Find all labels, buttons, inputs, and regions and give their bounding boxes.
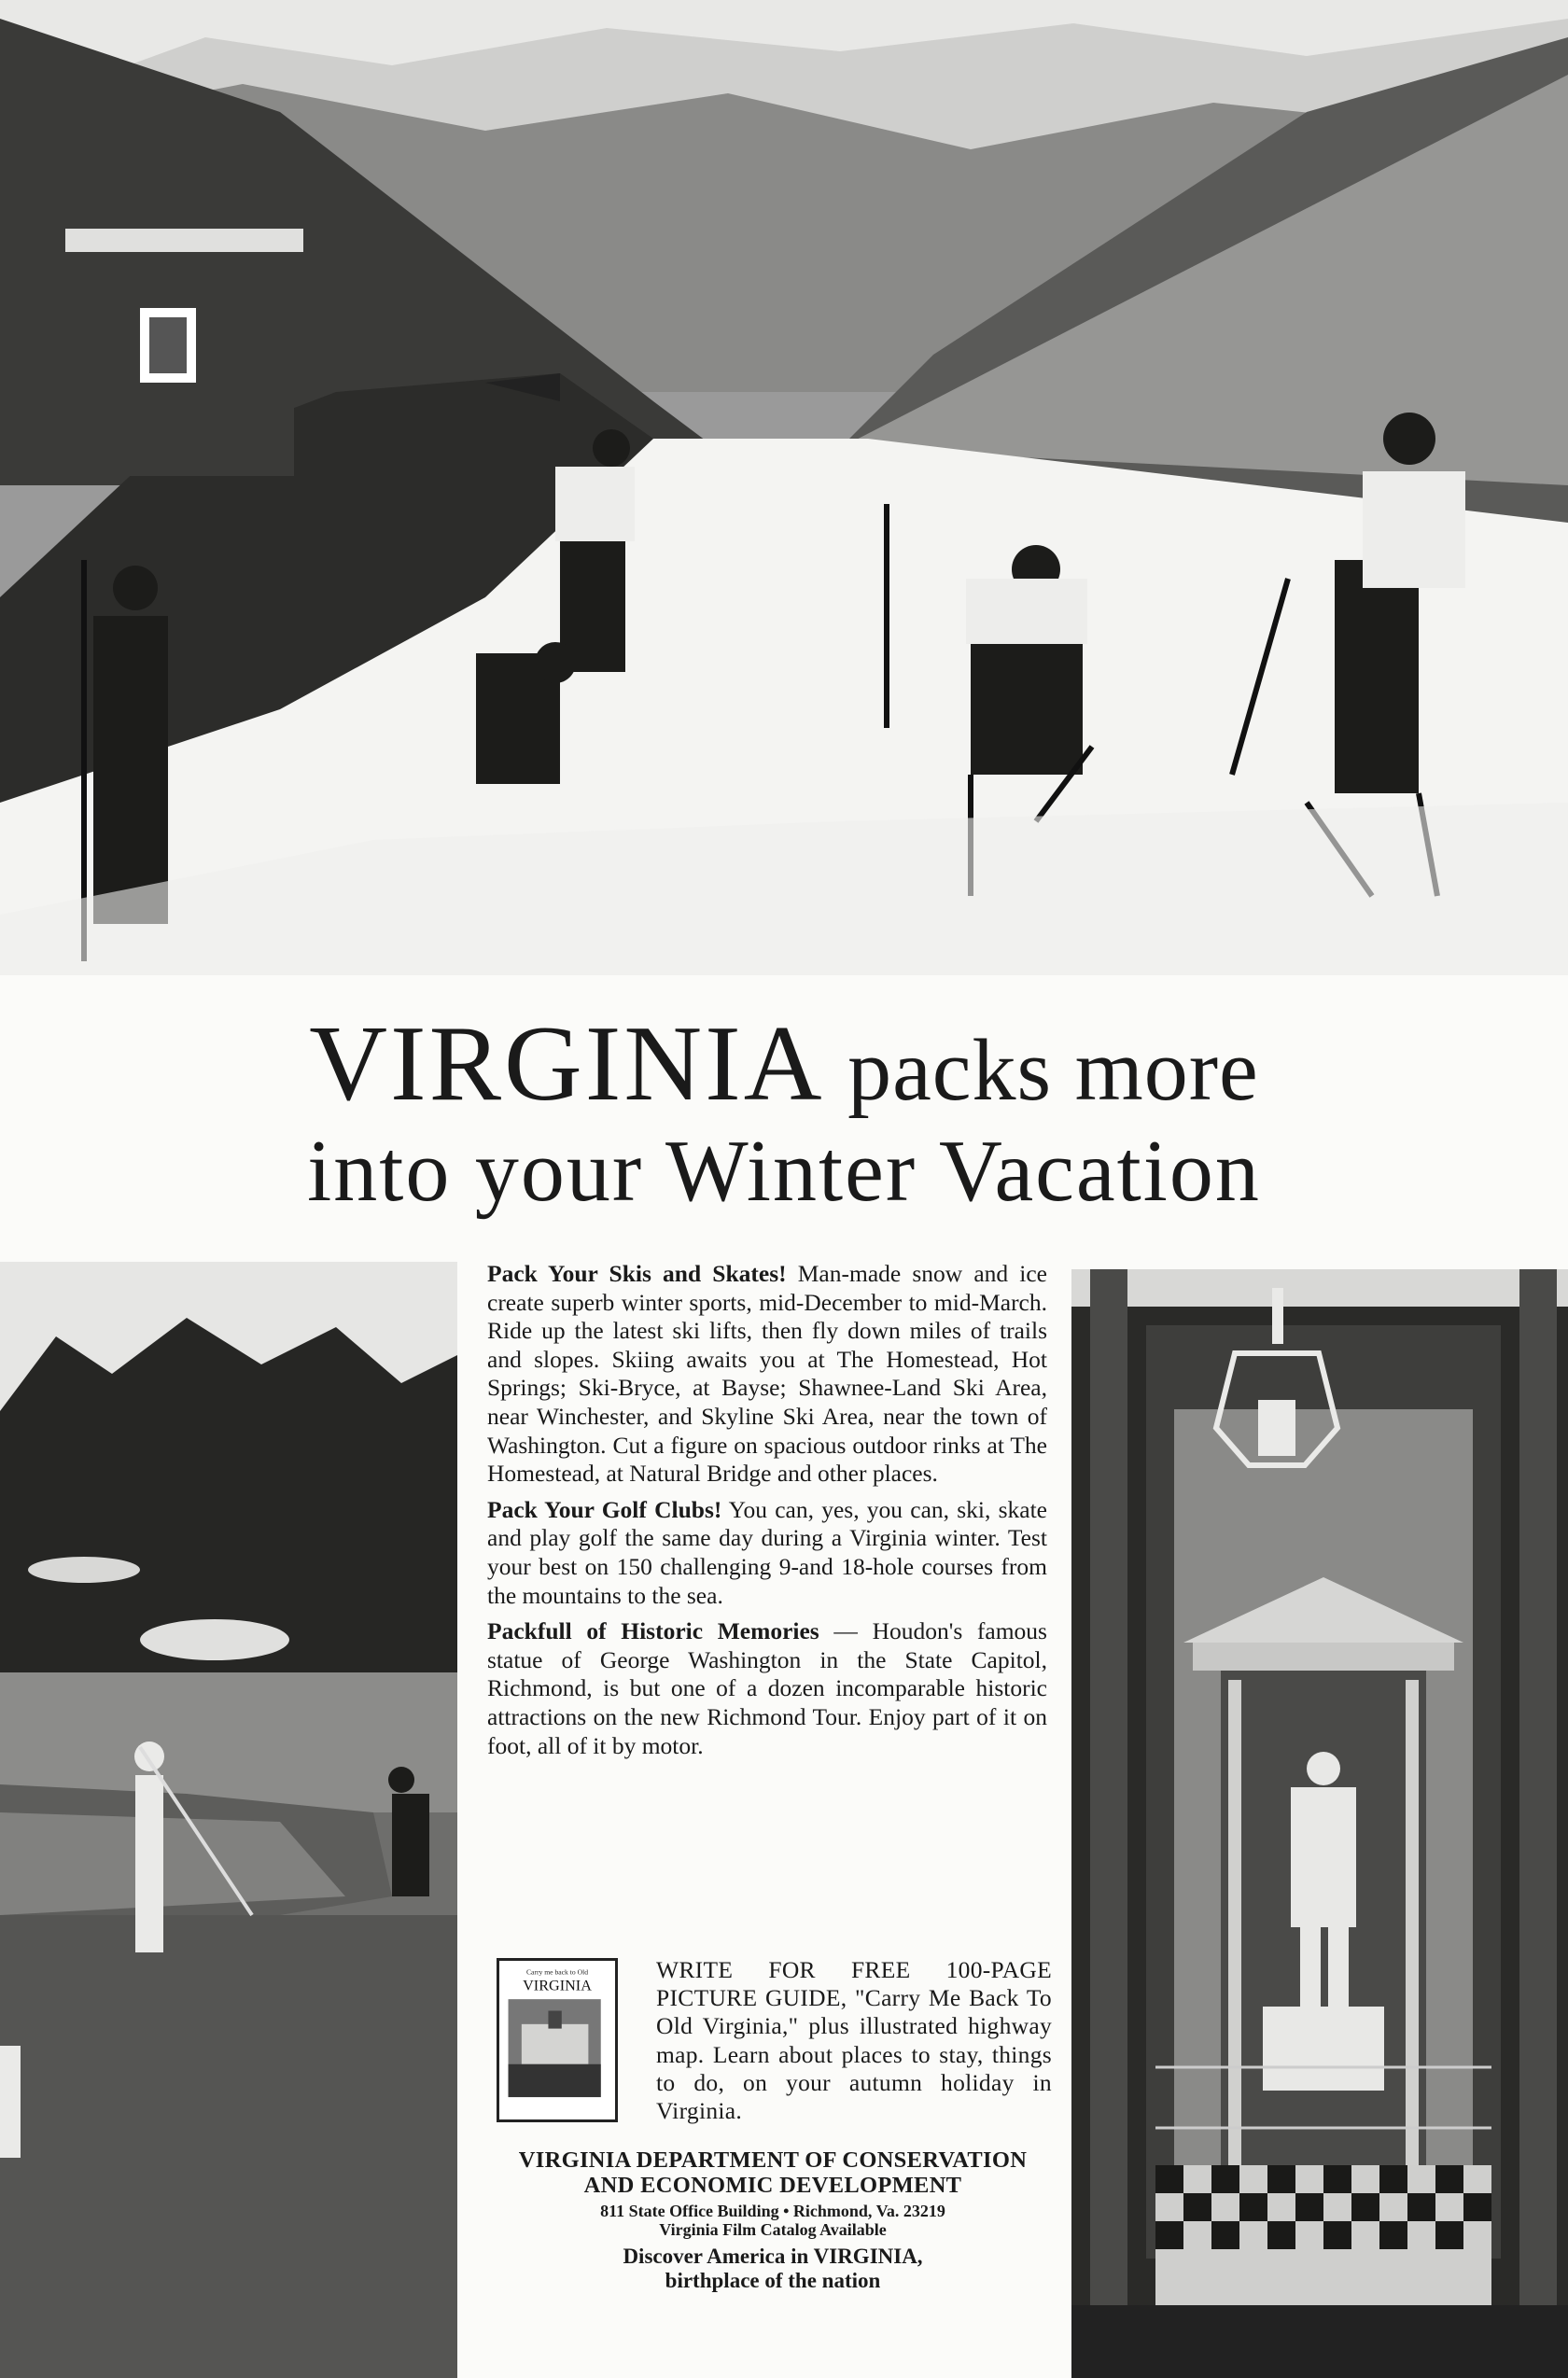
picture-guide-cover bbox=[497, 1958, 618, 2122]
slogan-line1: Discover America in VIRGINIA, bbox=[623, 2245, 923, 2269]
body-copy bbox=[487, 1260, 1047, 1768]
department-address: 811 State Office Building • Richmond, Va. 23219 bbox=[600, 2201, 945, 2220]
section-text: You can, yes, you can, ski, skate and play golf the same day during a Virginia winter. Test your best on 150 challenging 9-and 18-hole courses from the mountains to the sea. bbox=[487, 1495, 1048, 1609]
section-heading: Pack Your Skis and Skates! bbox=[487, 1260, 787, 1287]
golf-course-photo bbox=[0, 1262, 457, 2378]
headline-state: VIRGINIA bbox=[309, 1004, 825, 1124]
headline bbox=[0, 1004, 1568, 1221]
section-text: Man-made snow and ice create superb winter sports, mid-December to mid-March. Ride up the latest ski lifts, then fly down miles of trails and slopes. Skiing awaits you at The Homestead, Hot Springs; Ski-Bryce, at Bayse; Shawnee-Land Ski Area, near Winchester, and Skyline Ski Area, near the town of Washington. Cut a figure on spacious outdoor rinks at The Homestead, at Natural Bridge and other places. bbox=[487, 1260, 1047, 1488]
guide-offer-text: WRITE FOR FREE 100-PAGE PICTURE GUIDE, "Carry Me Back To Old Virginia," plus illustrated highway map. Learn about places to stay, things to do, on your autumn holiday in Virginia. bbox=[656, 1956, 1052, 2125]
section-historic bbox=[487, 1617, 1047, 1760]
headline-line1 bbox=[0, 1004, 1568, 1124]
department-block bbox=[487, 2148, 1058, 2292]
department-name-line2: AND ECONOMIC DEVELOPMENT bbox=[583, 2172, 962, 2198]
slogan-line2: birthplace of the nation bbox=[665, 2268, 881, 2292]
headline-line1-rest: packs more bbox=[824, 1022, 1259, 1119]
headline-line2: into your Winter Vacation bbox=[307, 1123, 1261, 1220]
capitol-statue-photo bbox=[1071, 1269, 1568, 2378]
ski-slope-photo bbox=[0, 0, 1568, 975]
guide-cover-title: VIRGINIA bbox=[523, 1977, 592, 1994]
section-heading: Packfull of Historic Memories bbox=[487, 1617, 819, 1645]
section-skis bbox=[487, 1260, 1047, 1489]
guide-cover-small: Carry me back to Old bbox=[525, 1967, 589, 1977]
section-golf bbox=[487, 1496, 1047, 1610]
department-name-line1: VIRGINIA DEPARTMENT OF CONSERVATION bbox=[518, 2147, 1028, 2173]
section-heading: Pack Your Golf Clubs! bbox=[487, 1495, 722, 1523]
film-catalog-note: Virginia Film Catalog Available bbox=[659, 2219, 887, 2239]
section-text: — Houdon's famous statue of George Washington in the State Capitol, Richmond, is but one of a dozen incomparable historic attractions on the new Richmond Tour. Enjoy part of it on foot, all of it by motor. bbox=[487, 1617, 1047, 1759]
